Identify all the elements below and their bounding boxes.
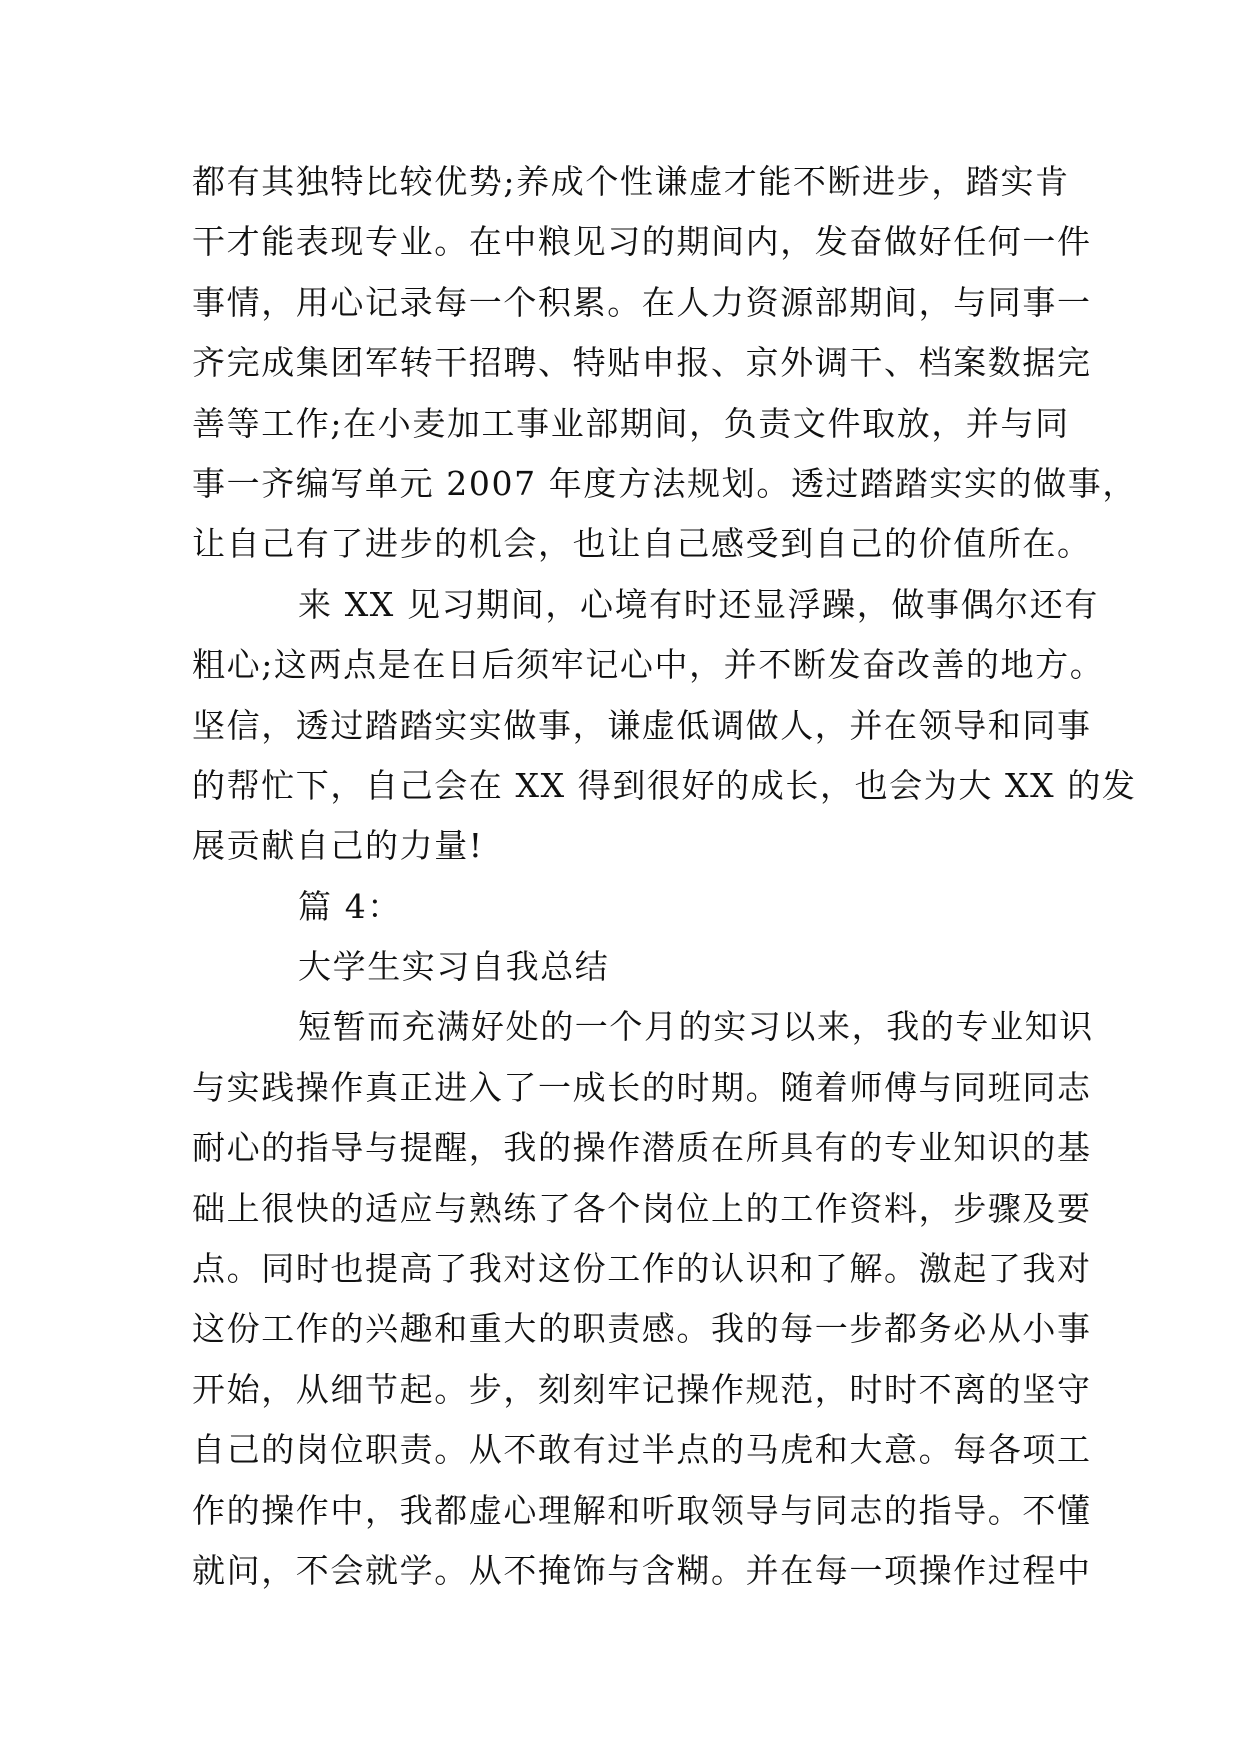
text-line: 的帮忙下，自己会在 XX 得到很好的成长，也会为大 XX 的发 bbox=[192, 765, 1137, 805]
text-line: 让自己有了进步的机会，也让自己感受到自己的价值所在。 bbox=[192, 524, 1092, 564]
text-line: 都有其独特比较优势;养成个性谦虚才能不断进步，踏实肯 bbox=[192, 162, 1070, 201]
section-number: 篇 4： bbox=[298, 886, 402, 926]
text-line: 善等工作;在小麦加工事业部期间，负责文件取放，并与同 bbox=[192, 403, 1070, 443]
paragraph-first-line: 短暂而充满好处的一个月的实习以来，我的专业知识 bbox=[298, 1007, 1094, 1047]
text-line: 开始，从细节起。步，刻刻牢记操作规范，时时不离的坚守 bbox=[192, 1369, 1092, 1409]
text-line: 粗心;这两点是在日后须牢记心中，并不断发奋改善的地方。 bbox=[192, 645, 1105, 685]
text-line: 与实践操作真正进入了一成长的时期。随着师傅与同班同志 bbox=[192, 1067, 1092, 1107]
text-line: 干才能表现专业。在中粮见习的期间内，发奋做好任何一件 bbox=[192, 222, 1092, 262]
text-line: 坚信，透过踏踏实实做事，谦虚低调做人，并在领导和同事 bbox=[192, 705, 1092, 745]
text-line: 展贡献自己的力量! bbox=[192, 826, 484, 866]
text-line: 事一齐编写单元 2007 年度方法规划。透过踏踏实实的做事， bbox=[192, 463, 1137, 503]
text-line: 础上很快的适应与熟练了各个岗位上的工作资料，步骤及要 bbox=[192, 1188, 1092, 1228]
text-line: 作的操作中，我都虚心理解和听取领导与同志的指导。不懂 bbox=[192, 1490, 1092, 1530]
text-line: 耐心的指导与提醒，我的操作潜质在所具有的专业知识的基 bbox=[192, 1128, 1092, 1168]
text-line: 点。同时也提高了我对这份工作的认识和了解。激起了我对 bbox=[192, 1249, 1092, 1289]
text-line: 自己的岗位职责。从不敢有过半点的马虎和大意。每各项工 bbox=[192, 1430, 1092, 1470]
text-line: 事情，用心记录每一个积累。在人力资源部期间，与同事一 bbox=[192, 282, 1092, 322]
section-title: 大学生实习自我总结 bbox=[298, 947, 610, 987]
text-line: 这份工作的兴趣和重大的职责感。我的每一步都务必从小事 bbox=[192, 1309, 1092, 1349]
paragraph-first-line: 来 XX 见习期间，心境有时还显浮躁，做事偶尔还有 bbox=[298, 584, 1099, 624]
text-line: 就问，不会就学。从不掩饰与含糊。并在每一项操作过程中 bbox=[192, 1550, 1092, 1590]
text-line: 齐完成集团军转干招聘、特贴申报、京外调干、档案数据完 bbox=[192, 343, 1092, 383]
document-body bbox=[192, 152, 1137, 1601]
